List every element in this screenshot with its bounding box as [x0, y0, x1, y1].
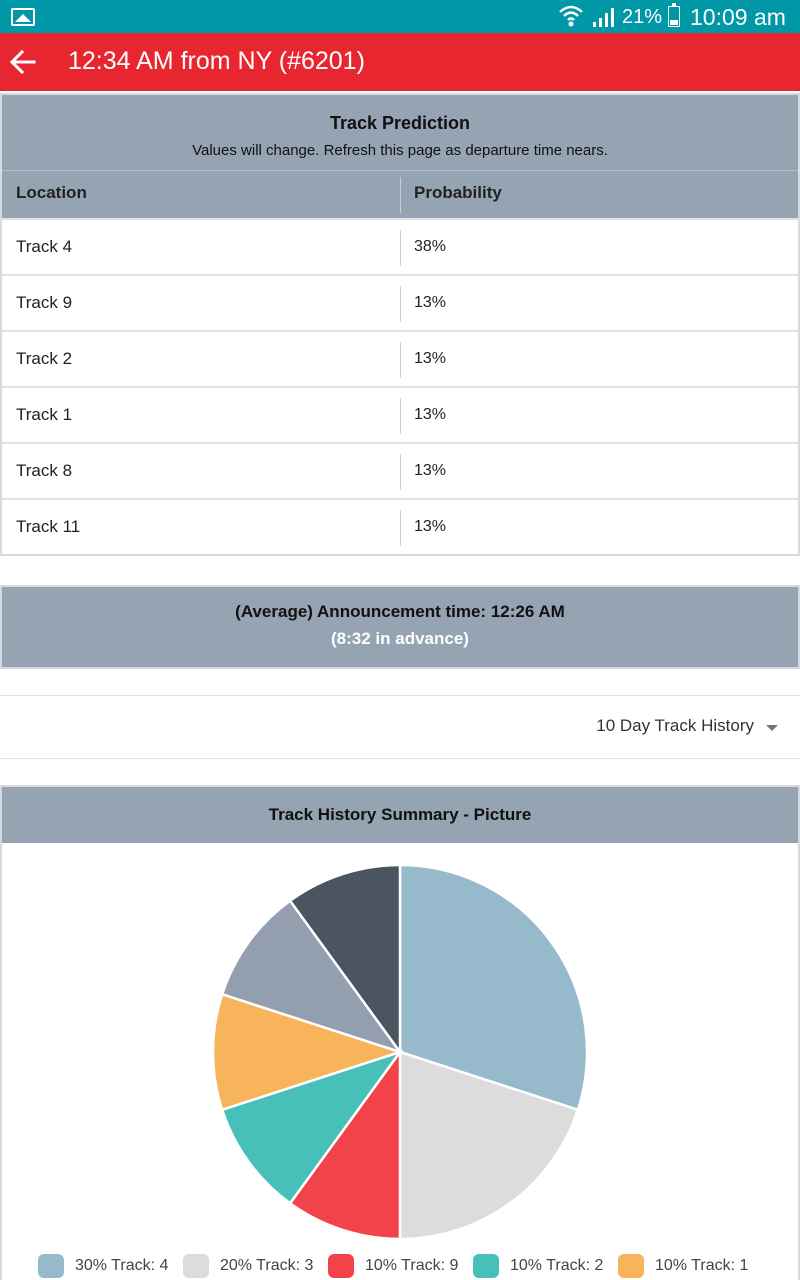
- summary-title: Track History Summary - Picture: [2, 787, 798, 843]
- back-arrow-icon[interactable]: [8, 48, 38, 76]
- legend-label: 10% Track: 2: [510, 1257, 604, 1274]
- legend-swatch: [473, 1254, 499, 1278]
- row-location: Track 11: [16, 517, 81, 536]
- column-probability: Probability: [414, 183, 502, 202]
- legend-swatch: [183, 1254, 209, 1278]
- app-bar: [0, 33, 800, 91]
- track-prediction-title: Track Prediction: [329, 113, 471, 133]
- row-probability: 13%: [414, 350, 447, 367]
- table-row: [2, 498, 798, 554]
- track-prediction-header: [2, 95, 798, 170]
- announcement-header: [2, 587, 798, 667]
- announcement-advance: (8:32 in advance): [331, 629, 469, 648]
- legend-label: 10% Track: 9: [365, 1257, 459, 1274]
- status-bar: [0, 0, 800, 33]
- table-column-header: [2, 170, 798, 218]
- legend-swatch: [328, 1254, 354, 1278]
- row-probability: 13%: [414, 518, 447, 535]
- table-row: [2, 330, 798, 386]
- image-notification-icon: [11, 8, 35, 26]
- row-location: Track 9: [16, 293, 73, 312]
- row-location: Track 4: [16, 237, 73, 256]
- legend-label: 30% Track: 4: [75, 1257, 169, 1274]
- table-row: [2, 218, 798, 274]
- history-range-dropdown[interactable]: [0, 695, 800, 759]
- row-probability: 13%: [414, 462, 447, 479]
- announcement-panel: [0, 585, 800, 669]
- dropdown-caret-icon: [766, 725, 778, 731]
- legend-swatch: [618, 1254, 644, 1278]
- row-probability: 13%: [414, 294, 447, 311]
- status-clock: 10:09 am: [690, 4, 786, 30]
- battery-icon: [668, 6, 680, 27]
- row-location: Track 2: [16, 349, 73, 368]
- table-row: [2, 274, 798, 330]
- legend-label: 10% Track: 1: [655, 1257, 749, 1274]
- row-location: Track 1: [16, 405, 73, 424]
- table-row: [2, 442, 798, 498]
- announcement-time: (Average) Announcement time: 12:26 AM: [235, 602, 565, 621]
- history-range-value: 10 Day Track History: [596, 716, 754, 735]
- column-location: Location: [16, 183, 87, 202]
- wifi-icon: [558, 4, 584, 28]
- row-location: Track 8: [16, 461, 73, 480]
- row-probability: 13%: [414, 406, 447, 423]
- signal-icon: [592, 6, 616, 28]
- table-row: [2, 386, 798, 442]
- track-history-pie-chart: [200, 862, 600, 1242]
- chart-legend: [0, 1252, 800, 1280]
- page-title: 12:34 AM from NY (#6201): [68, 47, 365, 75]
- legend-swatch: [38, 1254, 64, 1278]
- row-probability: 38%: [414, 238, 447, 255]
- track-prediction-panel: [0, 93, 800, 556]
- battery-percentage: 21%: [622, 6, 663, 28]
- legend-label: 20% Track: 3: [220, 1257, 314, 1274]
- track-prediction-subtitle: Values will change. Refresh this page as departure time nears.: [192, 142, 608, 159]
